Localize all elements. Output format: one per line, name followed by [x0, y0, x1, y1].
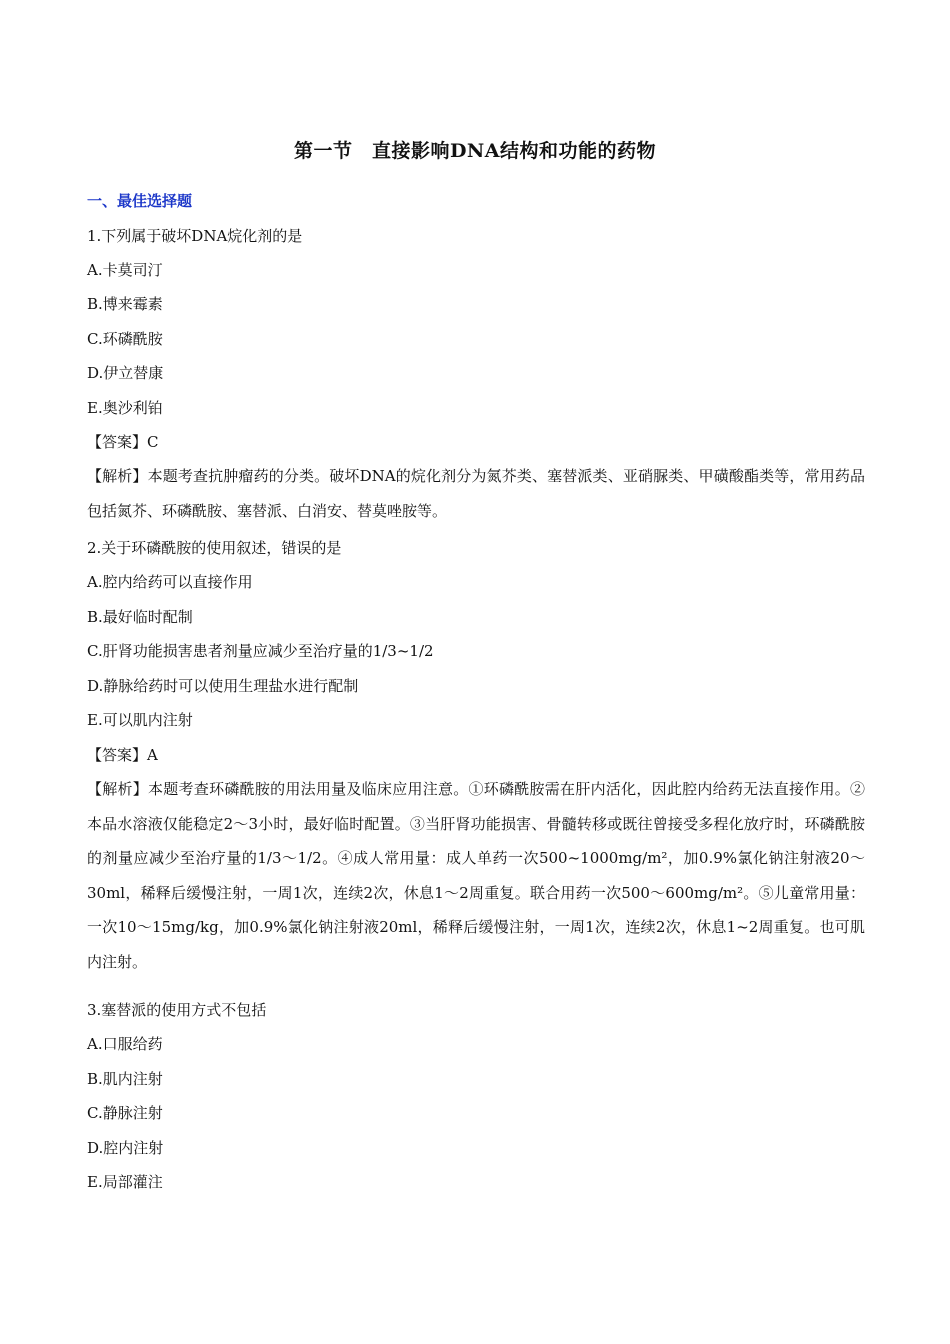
- question-2-stem: 2.关于环磷酰胺的使用叙述，错误的是: [87, 539, 342, 557]
- question-1-option-c: C.环磷酰胺: [87, 330, 163, 348]
- question-3-option-b: B.肌内注射: [87, 1070, 163, 1088]
- question-2-option-d: D.静脉给药时可以使用生理盐水进行配制: [87, 677, 359, 695]
- question-1-option-b: B.博来霉素: [87, 295, 163, 313]
- question-3-stem: 3.塞替派的使用方式不包括: [87, 1001, 267, 1019]
- question-1-analysis: 【解析】本题考查抗肿瘤药的分类。破坏DNA的烷化剂分为氮芥类、塞替派类、亚硝脲类、甲磺酸酯类等，常用药品包括氮芥、环磷酰胺、塞替派、白消安、替莫唑胺等。: [87, 467, 865, 520]
- section-heading: 一、最佳选择题: [87, 192, 193, 210]
- page-title: 第一节 直接影响DNA结构和功能的药物: [293, 140, 657, 162]
- question-1-stem: 1.下列属于破坏DNA烷化剂的是: [87, 227, 303, 245]
- question-1-option-d: D.伊立替康: [87, 364, 164, 382]
- question-2-option-a: A.腔内给药可以直接作用: [87, 573, 253, 591]
- question-3-option-a: A.口服给药: [87, 1035, 163, 1053]
- question-1-option-e: E.奥沙利铂: [87, 399, 163, 417]
- question-2-option-b: B.最好临时配制: [87, 608, 193, 626]
- question-2-option-c: C.肝肾功能损害患者剂量应减少至治疗量的1/3~1/2: [87, 642, 434, 660]
- question-3-option-d: D.腔内注射: [87, 1139, 164, 1157]
- question-3-option-c: C.静脉注射: [87, 1104, 163, 1122]
- question-2-option-e: E.可以肌内注射: [87, 711, 193, 729]
- question-1-answer: 【答案】C: [87, 433, 159, 451]
- question-3-option-e: E.局部灌注: [87, 1173, 163, 1191]
- question-2-analysis: 【解析】本题考查环磷酰胺的用法用量及临床应用注意。①环磷酰胺需在肝内活化，因此腔内给药无法直接作用。②本品水溶液仅能稳定2～3小时，最好临时配置。③当肝肾功能损害、骨髓转移或既往曾接受多程化放疗时，环磷酰胺的剂量应减少至治疗量的1/3～1/2。④成人常用量：成人单药一次500~1000mg/m²，加0.9%氯化钠注射液20～30ml，稀释后缓慢注射，一周1次，连续2次，休息1～2周重复。联合用药一次500～600mg/m²。⑤儿童常用量：一次10～15mg/kg，加0.9%氯化钠注射液20ml，稀释后缓慢注射，一周1次，连续2次，休息1~2周重复。也可肌内注射。: [87, 780, 865, 971]
- question-1-option-a: A.卡莫司汀: [87, 261, 163, 279]
- question-2-answer: 【答案】A: [87, 746, 158, 764]
